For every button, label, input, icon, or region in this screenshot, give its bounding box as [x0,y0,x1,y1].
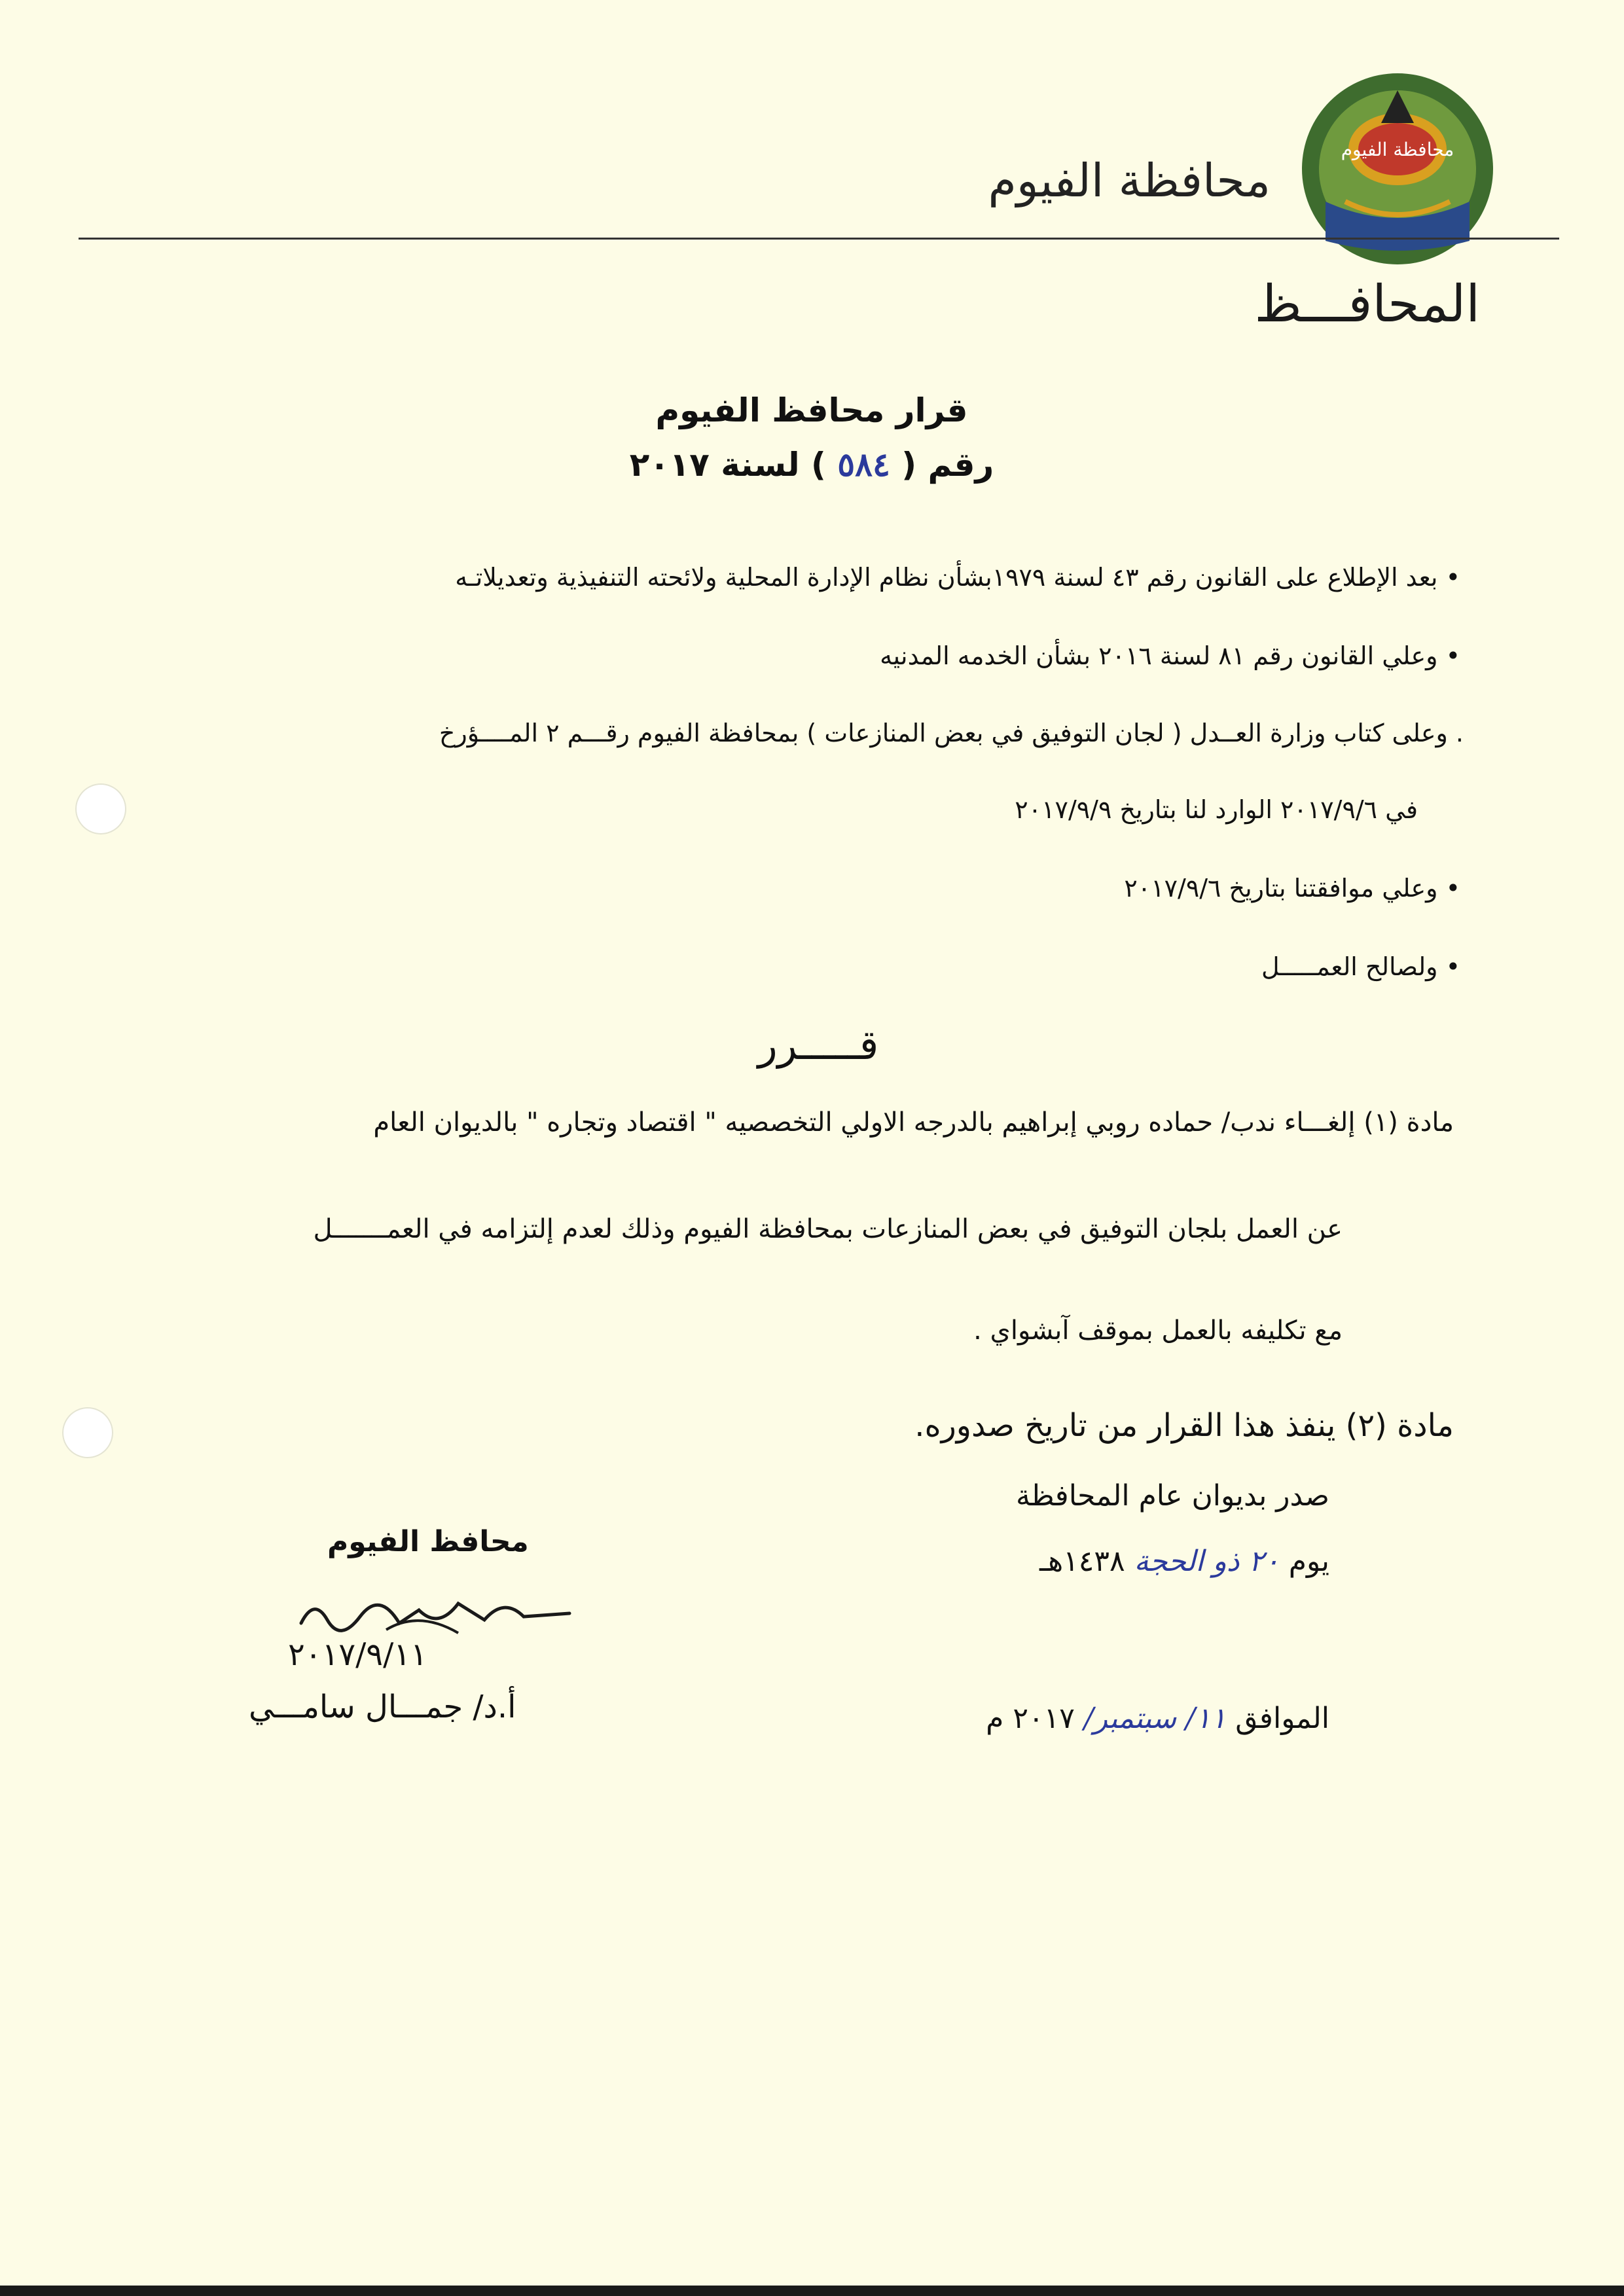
preamble-line: • وعلي القانون رقم ٨١ لسنة ٢٠١٦ بشأن الخدمه المدنيه [880,641,1460,670]
office-title: المحافـــظ [1254,275,1480,334]
punch-hole [62,1407,113,1458]
emblem-label: محافظة الفيوم [1341,139,1454,160]
hijri-year: ١٤٣٨هـ [1039,1545,1125,1578]
punch-hole [75,783,126,834]
governorate-name: محافظة الفيوم [988,154,1271,207]
signature-date: ٢٠١٧/٩/١١ [288,1636,427,1673]
issued-hijri-date [1039,1545,1329,1578]
signatory-title: محافظ الفيوم [327,1525,529,1558]
gregorian-year: ٢٠١٧ م [986,1702,1075,1735]
resolution-heading: قـــــرر [757,1021,879,1069]
preamble-line: • ولصالح العمـــــل [1261,952,1460,981]
article-1-line: مادة (١) إلغـــاء ندب/ حماده روبي إبراهيم بالدرجه الاولي التخصصيه " اقتصاد وتجاره " بالديوان العام [373,1107,1454,1138]
handwritten-signature-icon [288,1584,589,1643]
issued-at: صدر بديوان عام المحافظة [1015,1479,1329,1513]
preamble-line: . وعلى كتاب وزارة العــدل ( لجان التوفيق في بعض المنازعات ) بمحافظة الفيوم رقـــم ٢ المــــؤرخ [439,719,1464,747]
article-2: مادة (٢) ينفذ هذا القرار من تاريخ صدوره. [914,1407,1454,1444]
day-handwritten: ٢٠ ذو الحجة [1134,1545,1280,1578]
scan-bottom-edge [0,2286,1624,2296]
decision-number-suffix: ) لسنة ٢٠١٧ [629,446,826,484]
header-divider [79,238,1559,240]
decision-number-prefix: رقم ( [901,446,994,484]
decision-title: قرار محافظ الفيوم [655,391,968,429]
decision-number [589,445,1034,484]
signatory-name: أ.د/ جمـــال سامـــي [249,1689,516,1725]
preamble-line: في ٢٠١٧/٩/٦ الوارد لنا بتاريخ ٢٠١٧/٩/٩ [1015,795,1418,824]
day-label: يوم [1288,1545,1329,1578]
gregorian-label: الموافق [1235,1702,1329,1735]
preamble-line: • وعلي موافقتنا بتاريخ ٢٠١٧/٩/٦ [1124,874,1460,903]
decision-number-handwritten: ٥٨٤ [837,445,890,484]
article-1-line: مع تكليفه بالعمل بموقف آبشواي . [973,1316,1343,1346]
gregorian-handwritten: ١١/ سبتمبر/ [1083,1702,1227,1735]
article-1-line: عن العمل بلجان التوفيق في بعض المنازعات بمحافظة الفيوم وذلك لعدم إلتزامه في العمـــــــل [313,1214,1343,1244]
issued-gregorian-date [986,1702,1329,1735]
preamble-line: • بعد الإطلاع على القانون رقم ٤٣ لسنة ١٩٧٩بشأن نظام الإدارة المحلية ولائحته التنفيذية وتعديلاتـه [455,563,1460,592]
